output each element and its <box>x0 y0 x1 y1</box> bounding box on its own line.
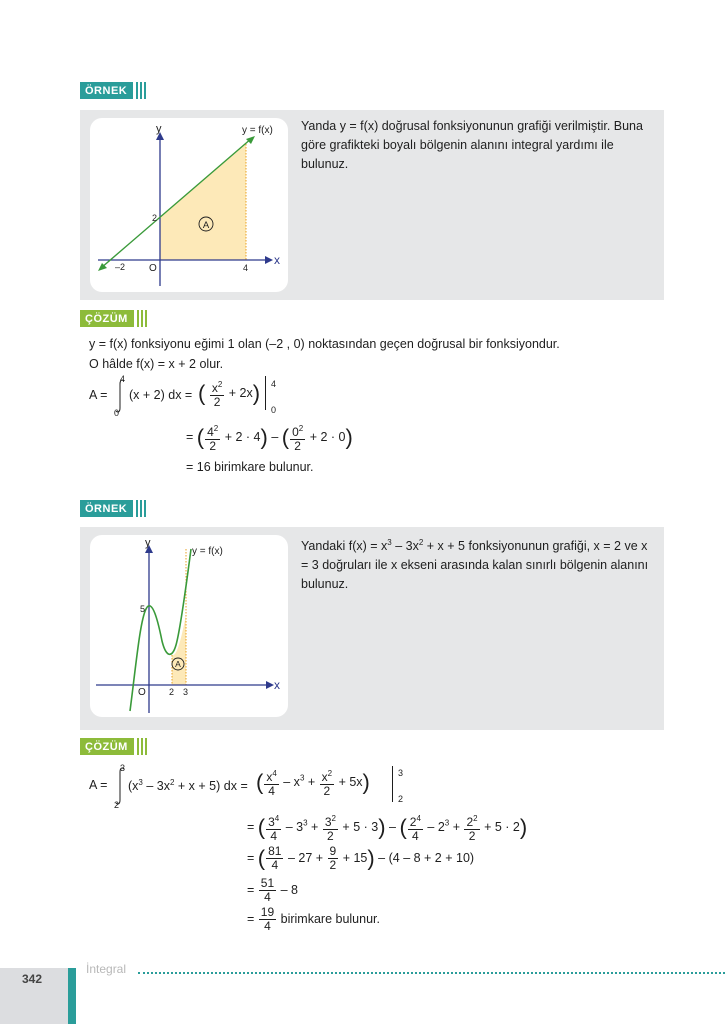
y-axis-label: y <box>156 123 162 135</box>
int-upper-2: 3 <box>120 763 126 773</box>
linear-graph <box>90 118 288 292</box>
origin-label: O <box>138 687 146 698</box>
x-axis-arrow-icon <box>265 256 273 264</box>
x4-label: 4 <box>243 263 249 273</box>
example-badge-2: ÖRNEK <box>80 500 146 517</box>
function-label: y = f(x) <box>242 125 273 136</box>
solution2-integrand: $(x^3 - 3x^2 + x + 5)$ dx = <box>128 778 248 794</box>
solution1-antiderivative: ( $\frac{x^2}{2}$ + 2x) <box>198 380 261 409</box>
solution2-step3: = ( $\frac{81}{4}$ – 27 + $\frac{9}{2}$ + 15) – (4 – 8 + 2 + 10) <box>247 844 475 872</box>
region-label: A <box>202 220 210 231</box>
y5-label: 5 <box>140 604 146 614</box>
x-axis-label: x <box>274 678 280 692</box>
shaded-region-a <box>160 144 246 260</box>
x-neg2-label: –2 <box>115 262 126 272</box>
solution-badge-1: ÇÖZÜM <box>80 310 147 327</box>
solution1-result: = 16 birimkare bulunur. <box>186 460 314 474</box>
page-number: 342 <box>22 972 43 986</box>
solution2-antiderivative: ( $\frac{x^4}{4}$ – $x^3$ + $\frac{x^2}{2}$ + 5x) <box>256 769 370 798</box>
origin-label: O <box>149 263 157 274</box>
solution2-result: = $\frac{19}{4}$ birimkare bulunur. <box>247 905 380 933</box>
solution1-step2: = ( $\frac{4^2}{2}$ + 2 · 4) – ( $\frac{0^2}{2}$ + 2 · 0) <box>186 424 353 453</box>
example-badge-1: ÖRNEK <box>80 82 146 99</box>
example2-problem: Yandaki $f(x) = x^3 - 3x^2 + x + 5$ fonksiyonunun grafiği, x = 2 ve x = 3 doğruları ile x ekseni arasında kalan sınırlı bölgenin alanını bulunuz. <box>301 538 649 592</box>
eval-upper-2: 3 <box>398 768 404 778</box>
footer-dotted-rule <box>138 972 725 974</box>
x3-label: 3 <box>183 687 189 697</box>
function-label: y = f(x) <box>192 546 223 557</box>
cubic-graph <box>90 535 288 717</box>
y2-label: 2 <box>152 213 158 223</box>
x2-label: 2 <box>169 687 175 697</box>
eval-bar-1 <box>265 376 266 410</box>
eval-lower-2: 2 <box>398 794 404 804</box>
solution1-lhs: A = <box>89 388 108 402</box>
solution2-lhs: A = <box>89 778 108 792</box>
x-axis-arrow-icon <box>266 681 274 689</box>
solution1-integrand: (x + 2) dx = <box>129 388 193 402</box>
int-lower-1: 0 <box>114 408 120 418</box>
int-lower-2: 2 <box>114 800 120 810</box>
region-label: A <box>175 659 181 669</box>
eval-lower-1: 0 <box>271 405 277 415</box>
y-axis-label: y <box>145 537 151 549</box>
chapter-title: İntegral <box>86 962 127 976</box>
eval-bar-2 <box>392 766 393 802</box>
footer-accent-bar <box>68 968 76 1024</box>
solution2-step2: = ( $\frac{3^4}{4}$ – $3^3$ + $\frac{3^2}{2}$ + 5 · 3) – ( $\frac{2^4}{4}$ – $2^3$ + $\frac{2^2}{2}$ + 5 · 2) <box>247 814 528 843</box>
graph-card-2 <box>90 535 288 717</box>
eval-upper-1: 4 <box>271 379 277 389</box>
solution1-line1: y = f(x) fonksiyonu eğimi 1 olan (–2 , 0) noktasından geçen doğrusal bir fonksiyondur. <box>89 337 560 351</box>
solution1-line2: O hâlde f(x) = x + 2 olur. <box>89 357 224 371</box>
int-upper-1: 4 <box>120 374 126 384</box>
solution2-step4: = $\frac{51}{4}$ – 8 <box>247 876 298 904</box>
graph-card-1 <box>90 118 288 292</box>
example1-problem: Yanda y = f(x) doğrusal fonksiyonunun grafiği verilmiştir. Buna göre grafikteki boyalı bölgenin alanını integral yardımı ile bulunuz. <box>301 119 643 171</box>
solution-badge-2: ÇÖZÜM <box>80 738 147 755</box>
x-axis-label: x <box>274 253 280 267</box>
